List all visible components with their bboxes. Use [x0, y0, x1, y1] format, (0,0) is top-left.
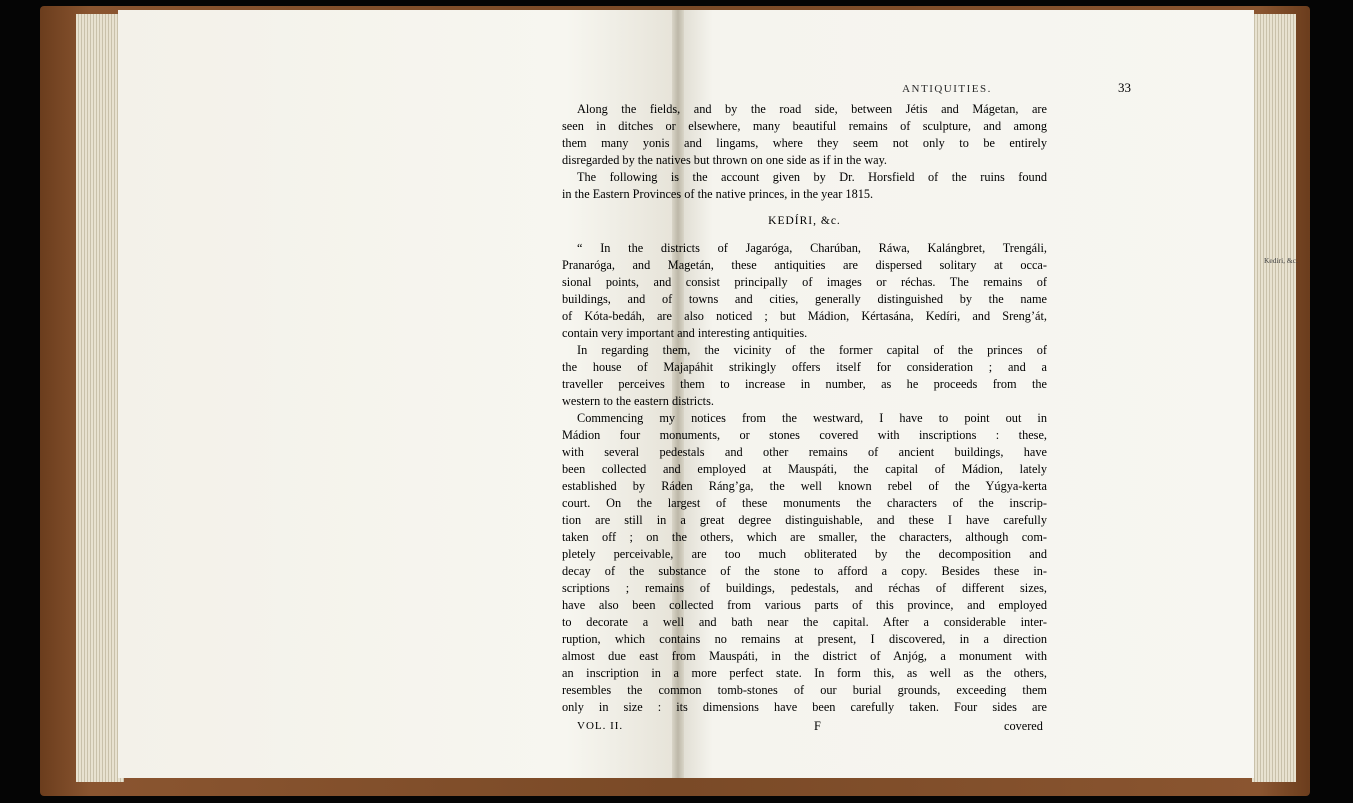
left-page-edges	[76, 14, 124, 782]
para5-line: Commencing my notices from the westward, I have to point out in	[577, 411, 1047, 425]
para5-line: pletely perceivable, are too much obliterated by the decomposition and	[562, 547, 1047, 561]
para5-line: taken off ; on the others, which are smaller, the characters, although com-	[562, 530, 1047, 544]
running-head-title: ANTIQUITIES.	[902, 83, 992, 95]
page-number: 33	[1118, 80, 1131, 95]
para3-line: contain very important and interesting antiquities.	[562, 326, 808, 340]
para2-line: The following is the account given by Dr. Horsfield of the ruins found	[577, 170, 1047, 184]
signature-mark: F	[814, 719, 821, 733]
para3-line: Pranaróga, and Magetán, these antiquities are dispersed solitary at occa-	[562, 258, 1047, 272]
para1-line: seen in ditches or elsewhere, many beautiful remains of sculpture, and among	[562, 119, 1047, 133]
para5-line: with several pedestals and other remains of ancient buildings, have	[562, 445, 1047, 459]
para5-line: have also been collected from various parts of this province, and employed	[562, 598, 1047, 612]
para5-line: Mádion four monuments, or stones covered with inscriptions : these,	[562, 428, 1047, 442]
para5-line: established by Ráden Ráng’ga, the well known rebel of the Yúgya-kerta	[562, 479, 1047, 493]
para1-line: Along the fields, and by the road side, between Jétis and Mágetan, are	[577, 102, 1047, 116]
para4-line: traveller perceives them to increase in number, as he proceeds from the	[562, 377, 1047, 391]
catchword: covered	[1004, 719, 1043, 733]
para5-line: ruption, which contains no remains at present, I discovered, in a direction	[562, 632, 1047, 646]
para5-line: been collected and employed at Mauspáti, the capital of Mádion, lately	[562, 462, 1047, 476]
para5-line: scriptions ; remains of buildings, pedestals, and réchas of different sizes,	[562, 581, 1047, 595]
para3-line: sional points, and consist principally of images or réchas. The remains of	[562, 275, 1047, 289]
para1-line: them many yonis and lingams, where they seem not only to be entirely	[562, 136, 1047, 150]
para5-line: resembles the common tomb-stones of our burial grounds, exceeding them	[562, 683, 1047, 697]
para4-line: western to the eastern districts.	[562, 394, 714, 408]
volume-mark: VOL. II.	[577, 720, 624, 732]
para5-line: decay of the substance of the stone to afford a copy. Besides these in-	[562, 564, 1047, 578]
para1-line: disregarded by the natives but thrown on one side as if in the way.	[562, 153, 887, 167]
para5-line: almost due east from Mauspáti, in the district of Anjóg, a monument with	[562, 649, 1047, 663]
para5-line: an inscription in a more perfect state. In form this, as well as the others,	[562, 666, 1047, 680]
para4-line: the house of Majapáhit strikingly offers itself for consideration ; and a	[562, 360, 1047, 374]
margin-note: Kediri, &c.	[1264, 256, 1298, 265]
para4-line: In regarding them, the vicinity of the former capital of the princes of	[577, 343, 1047, 357]
para3-line: buildings, and of towns and cities, generally distinguished by the name	[562, 292, 1047, 306]
para3-line: of Kóta-bedáh, are also noticed ; but Mádion, Kértasána, Kedíri, and Sreng’át,	[562, 309, 1047, 323]
section-heading: KEDÍRI, &c.	[768, 215, 841, 227]
para5-line: only in size : its dimensions have been carefully taken. Four sides are	[562, 700, 1047, 714]
para5-line: court. On the largest of these monuments the characters of the inscrip-	[562, 496, 1047, 510]
para5-line: to decorate a well and bath near the capital. After a considerable inter-	[562, 615, 1047, 629]
right-page-edges	[1252, 14, 1296, 782]
para3-line: “ In the districts of Jagaróga, Charúban, Ráwa, Kalángbret, Trengáli,	[577, 241, 1047, 255]
running-head	[563, 83, 1331, 99]
para2-line: in the Eastern Provinces of the native princes, in the year 1815.	[562, 187, 874, 201]
para5-line: tion are still in a great degree distinguishable, and these I have carefully	[562, 513, 1047, 527]
